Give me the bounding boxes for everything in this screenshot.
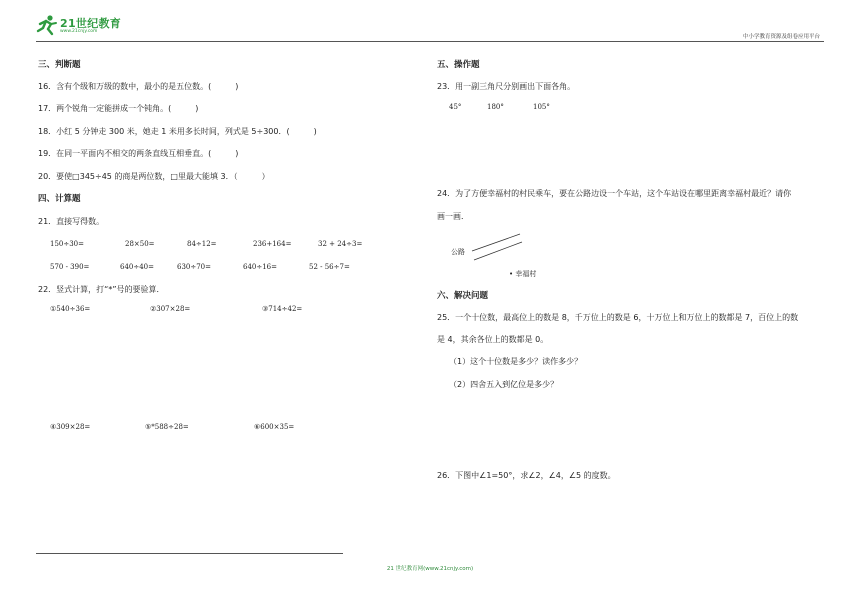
angle-item: 180° xyxy=(487,103,504,111)
question-21: 21．直接写得数。 xyxy=(38,217,105,226)
logo-url: www.21cnjy.com xyxy=(60,29,98,34)
footer-text: 21 世纪教育网(www.21cnjy.com) xyxy=(386,566,474,572)
calc-item: 236+164= xyxy=(253,240,292,248)
calc-item: 640÷16= xyxy=(243,263,277,271)
question-25-sub-1: （1）这个十位数是多少？读作多少？ xyxy=(449,357,583,366)
question-26: 26．下图中∠1=50°，求∠2，∠4，∠5 的度数。 xyxy=(437,471,616,480)
calc-item: 570 - 390= xyxy=(50,263,90,271)
header-divider xyxy=(36,41,824,42)
calc-item: 52 - 56÷7= xyxy=(309,263,350,271)
vertical-calc-item: ③714÷42= xyxy=(262,305,303,313)
question-24-line-2: 画一画． xyxy=(437,212,469,221)
calc-item: 32 + 24÷3= xyxy=(318,240,363,248)
site-logo xyxy=(36,14,126,40)
vertical-calc-item: ⑥600×35= xyxy=(254,423,295,431)
calc-item: 150÷30= xyxy=(50,240,84,248)
section-3-title: 三、判断题 xyxy=(38,60,81,70)
calc-item: 84÷12= xyxy=(187,240,217,248)
road-line-1 xyxy=(472,234,520,251)
question-24-line-1: 24．为了方便幸福村的村民乘车，要在公路边设一个车站，这个车站设在哪里距离幸福村最近？请你 xyxy=(437,189,792,198)
logo-text: 21世纪教育 xyxy=(60,17,122,30)
section-6-title: 六、解决问题 xyxy=(437,291,489,301)
question-25-line-1: 25．一个十位数，最高位上的数是 8，千万位上的数是 6，十万位上和万位上的数都是 7，百位上的数 xyxy=(437,313,799,322)
footer-divider xyxy=(36,553,343,554)
question-20: 20．要使□345÷45 的商是两位数，□里最大能填 3．（ ） xyxy=(38,172,270,181)
question-22: 22．竖式计算，打“*”号的要验算． xyxy=(38,285,165,294)
question-25-line-2: 是 4，其余各位上的数都是 0。 xyxy=(437,335,549,344)
calc-item: 28×50= xyxy=(125,240,155,248)
vertical-calc-item: ⑤*588÷28= xyxy=(145,423,189,431)
road-diagram xyxy=(470,231,525,263)
question-25-sub-2: （2）四舍五入到亿位是多少？ xyxy=(449,380,559,389)
calc-item: 640÷40= xyxy=(120,263,154,271)
question-23: 23．用一副三角尺分别画出下面各角。 xyxy=(437,82,576,91)
question-16: 16．含有个级和万级的数中，最小的是五位数。( ) xyxy=(38,82,239,91)
calc-item: 630÷70= xyxy=(177,263,211,271)
vertical-calc-item: ④309×28= xyxy=(50,423,91,431)
angle-item: 105° xyxy=(533,103,550,111)
vertical-calc-item: ②307×28= xyxy=(150,305,191,313)
platform-name: 中小学教育资源及组卷应用平台 xyxy=(742,34,820,40)
angle-item: 45° xyxy=(449,103,462,111)
question-18: 18．小红 5 分钟走 300 米，她走 1 米用多长时间，列式是 5÷300．( ) xyxy=(38,127,317,136)
section-4-title: 四、计算题 xyxy=(38,194,81,204)
section-5-title: 五、操作题 xyxy=(437,60,480,70)
question-17: 17．两个锐角一定能拼成一个钝角。( ) xyxy=(38,104,199,113)
village-label: • 幸福村 xyxy=(509,270,537,278)
road-line-2 xyxy=(474,242,522,260)
vertical-calc-item: ①540÷36= xyxy=(50,305,91,313)
road-label: 公路 xyxy=(451,248,465,256)
runner-logo-icon xyxy=(36,14,58,36)
question-19: 19．在同一平面内不相交的两条直线互相垂直。( ) xyxy=(38,149,239,158)
